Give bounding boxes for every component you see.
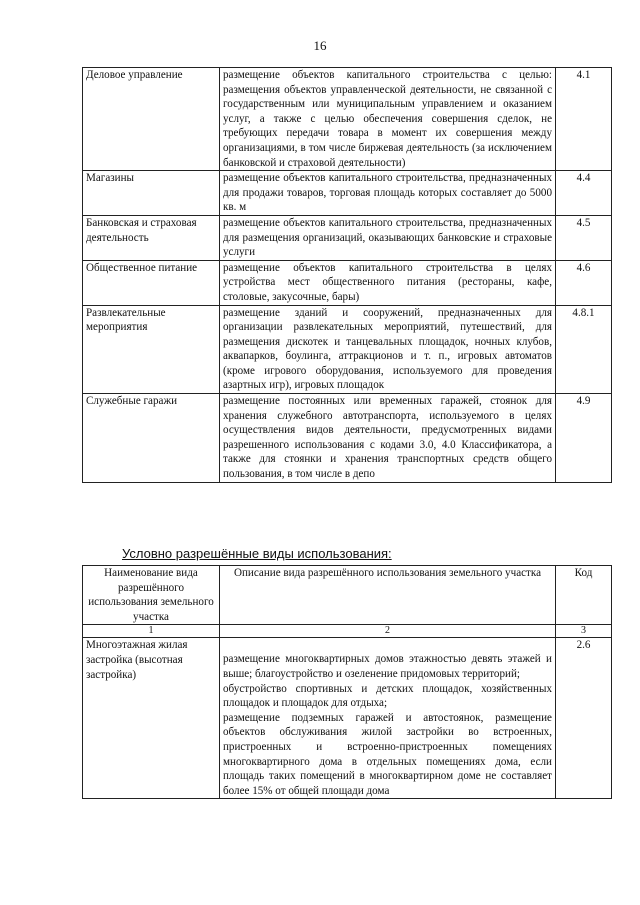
use-code: 4.9 <box>556 394 612 483</box>
use-description: размещение объектов капитального строительства, предназначенных для размещения организаций, оказывающих банковские и страховые услуги <box>220 215 556 260</box>
use-name: Развлекательные мероприятия <box>83 305 220 394</box>
use-description: размещение объектов капитального строительства в целях устройства мест общественного питания (рестораны, кафе, столовые, закусочные, бары) <box>220 260 556 305</box>
use-code: 2.6 <box>556 638 612 799</box>
use-name: Магазины <box>83 171 220 216</box>
header-code: Код <box>556 566 612 625</box>
use-description: размещение зданий и сооружений, предназначенных для организации развлекательных мероприятий, путешествий, для размещения дискотек и танцевальных площадок, ночных клубов, аквапарков, боулинга, аттракционов и т. п., игровых автоматов (кроме игрового оборудования, используемого для проведения азартных игр), игровых площадок <box>220 305 556 394</box>
use-code: 4.5 <box>556 215 612 260</box>
column-number: 2 <box>220 625 556 638</box>
column-number: 3 <box>556 625 612 638</box>
column-number-row <box>83 625 612 638</box>
table-row <box>83 215 612 260</box>
use-description: размещение объектов капитального строительства с целью: размещения объектов управленческой деятельности, не связанной с государственным или муниципальным управлением и оказанием услуг, а также с целью обеспечения совершения сделок, не требующих передачи товара в момент их совершения между организациями, в том числе биржевая деятельность (за исключением банковской и страховой деятельности) <box>220 68 556 171</box>
use-code: 4.8.1 <box>556 305 612 394</box>
table-row <box>83 260 612 305</box>
use-code: 4.1 <box>556 68 612 171</box>
table-row <box>83 305 612 394</box>
table-row <box>83 638 612 799</box>
table-row <box>83 394 612 483</box>
description-paragraph: обустройство спортивных и детских площадок, хозяйственных площадок и площадок для отдыха; <box>223 682 552 710</box>
column-number: 1 <box>83 625 220 638</box>
use-code: 4.4 <box>556 171 612 216</box>
use-description <box>220 638 556 799</box>
use-description: размещение объектов капитального строительства, предназначенных для продажи товаров, торговая площадь которых составляет до 5000 кв. м <box>220 171 556 216</box>
use-name: Многоэтажная жилая застройка (высотная застройка) <box>83 638 220 799</box>
permitted-uses-body <box>83 68 612 483</box>
table-row <box>83 68 612 171</box>
description-paragraph: размещение подземных гаражей и автостоянок, размещение объектов обслуживания жилой застройки во встроенных, пристроенных и встроенно-пристроенных помещениях многоквартирного дома в отдельных помещениях дома, если площадь таких помещений в многоквартирном доме не составляет более 15% от общей площади дома <box>223 711 552 797</box>
use-name: Служебные гаражи <box>83 394 220 483</box>
use-name: Деловое управление <box>83 68 220 171</box>
permitted-uses-table <box>82 67 612 483</box>
conditional-uses-table <box>82 565 612 799</box>
use-name: Банковская и страховая деятельность <box>83 215 220 260</box>
use-code: 4.6 <box>556 260 612 305</box>
use-description: размещение постоянных или временных гаражей, стоянок для хранения служебного автотранспорта, используемого в целях осуществления видов деятельности, предусмотренных видами разрешенного использования с кодами 3.0, 4.0 Классификатора, а также для стоянки и хранения транспортных средств общего пользования, в том числе в депо <box>220 394 556 483</box>
table-header-row <box>83 566 612 625</box>
table-row <box>83 171 612 216</box>
page-number: 16 <box>313 38 327 53</box>
header-description: Описание вида разрешённого использования земельного участка <box>220 566 556 625</box>
section-title: Условно разрешённые виды использования: <box>122 546 392 561</box>
description-paragraph: размещение многоквартирных домов этажностью девять этажей и выше; благоустройство и озеленение придомовых территорий; <box>223 653 552 680</box>
use-name: Общественное питание <box>83 260 220 305</box>
header-name: Наименование вида разрешённого использования земельного участка <box>83 566 220 625</box>
